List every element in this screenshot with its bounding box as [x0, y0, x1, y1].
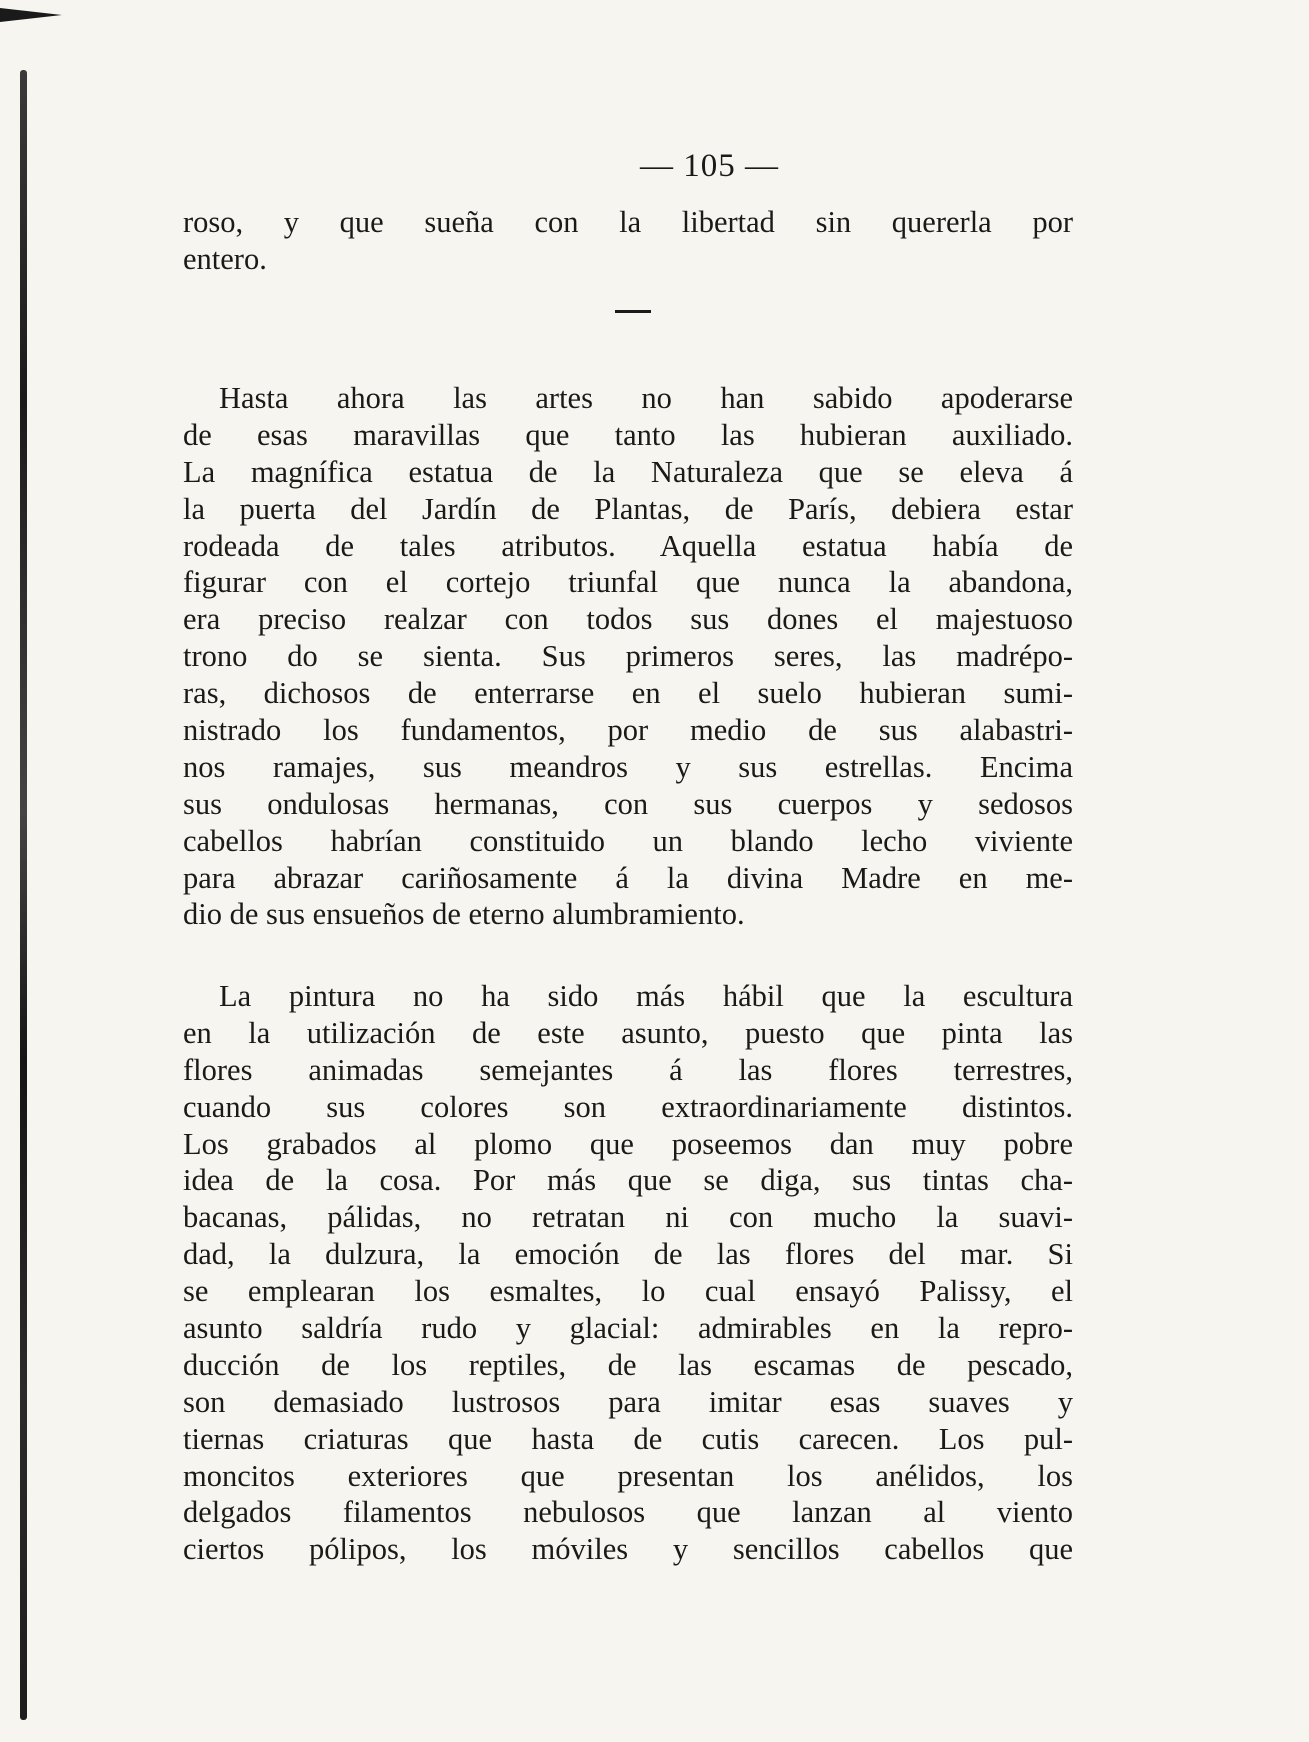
- text-line: era preciso realzar con todos sus dones el majestuoso: [183, 602, 1073, 637]
- text-line: cuando sus colores son extraordinariamente distintos.: [183, 1089, 1073, 1124]
- binding-shadow: [20, 70, 27, 1720]
- text-line: idea de la cosa. Por más que se diga, sus tintas cha-: [183, 1163, 1073, 1198]
- text-line: para abrazar cariñosamente á la divina Madre en me-: [183, 860, 1073, 895]
- text-line: La magnífica estatua de la Naturaleza que se eleva á: [183, 454, 1073, 489]
- paragraph-one: [183, 380, 1073, 933]
- text-line: entero.: [183, 241, 267, 276]
- text-line: se emplearan los esmaltes, lo cual ensayó Palissy, el: [183, 1274, 1073, 1309]
- text-line: ducción de los reptiles, de las escamas de pescado,: [183, 1347, 1073, 1382]
- text-line: dad, la dulzura, la emoción de las flores del mar. Si: [183, 1237, 1073, 1272]
- text-line: moncitos exteriores que presentan los anélidos, los: [183, 1458, 1073, 1493]
- text-line: dio de sus ensueños de eterno alumbramiento.: [183, 897, 745, 932]
- text-line: rodeada de tales atributos. Aquella estatua había de: [183, 528, 1073, 563]
- text-line: trono do se sienta. Sus primeros seres, las madrépo-: [183, 639, 1073, 674]
- text-line: ciertos pólipos, los móviles y sencillos cabellos que: [183, 1532, 1073, 1567]
- section-divider: [615, 310, 651, 313]
- paragraph-two: [183, 978, 1073, 1568]
- text-line: sus ondulosas hermanas, con sus cuerpos y sedosos: [183, 786, 1073, 821]
- text-line: en la utilización de este asunto, puesto que pinta las: [183, 1015, 1073, 1050]
- page-number: — 105 —: [640, 148, 779, 184]
- text-line: figurar con el cortejo triunfal que nunca la abandona,: [183, 565, 1073, 600]
- text-line: nos ramajes, sus meandros y sus estrellas. Encima: [183, 749, 1073, 784]
- text-line: flores animadas semejantes á las flores terrestres,: [183, 1052, 1073, 1087]
- text-line: tiernas criaturas que hasta de cutis carecen. Los pul-: [183, 1421, 1073, 1456]
- text-line: son demasiado lustrosos para imitar esas suaves y: [183, 1384, 1073, 1419]
- text-line: bacanas, pálidas, no retratan ni con mucho la suavi-: [183, 1200, 1073, 1235]
- text-line: delgados filamentos nebulosos que lanzan al viento: [183, 1495, 1073, 1530]
- binding-edge: [0, 0, 38, 1742]
- text-line: de esas maravillas que tanto las hubieran auxiliado.: [183, 417, 1073, 452]
- text-line: La pintura no ha sido más hábil que la escultura: [219, 979, 1073, 1013]
- text-line: Hasta ahora las artes no han sabido apoderarse: [219, 381, 1073, 415]
- text-line: la puerta del Jardín de Plantas, de París, debiera estar: [183, 491, 1073, 526]
- text-line: nistrado los fundamentos, por medio de sus alabastri-: [183, 713, 1073, 748]
- text-line: roso, y que sueña con la libertad sin quererla por: [183, 205, 1073, 239]
- text-line: Los grabados al plomo que poseemos dan muy pobre: [183, 1126, 1073, 1161]
- continuation-text: [183, 204, 1073, 278]
- text-line: ras, dichosos de enterrarse en el suelo hubieran sumi-: [183, 676, 1073, 711]
- text-line: cabellos habrían constituido un blando lecho viviente: [183, 823, 1073, 858]
- text-line: asunto saldría rudo y glacial: admirables en la repro-: [183, 1311, 1073, 1346]
